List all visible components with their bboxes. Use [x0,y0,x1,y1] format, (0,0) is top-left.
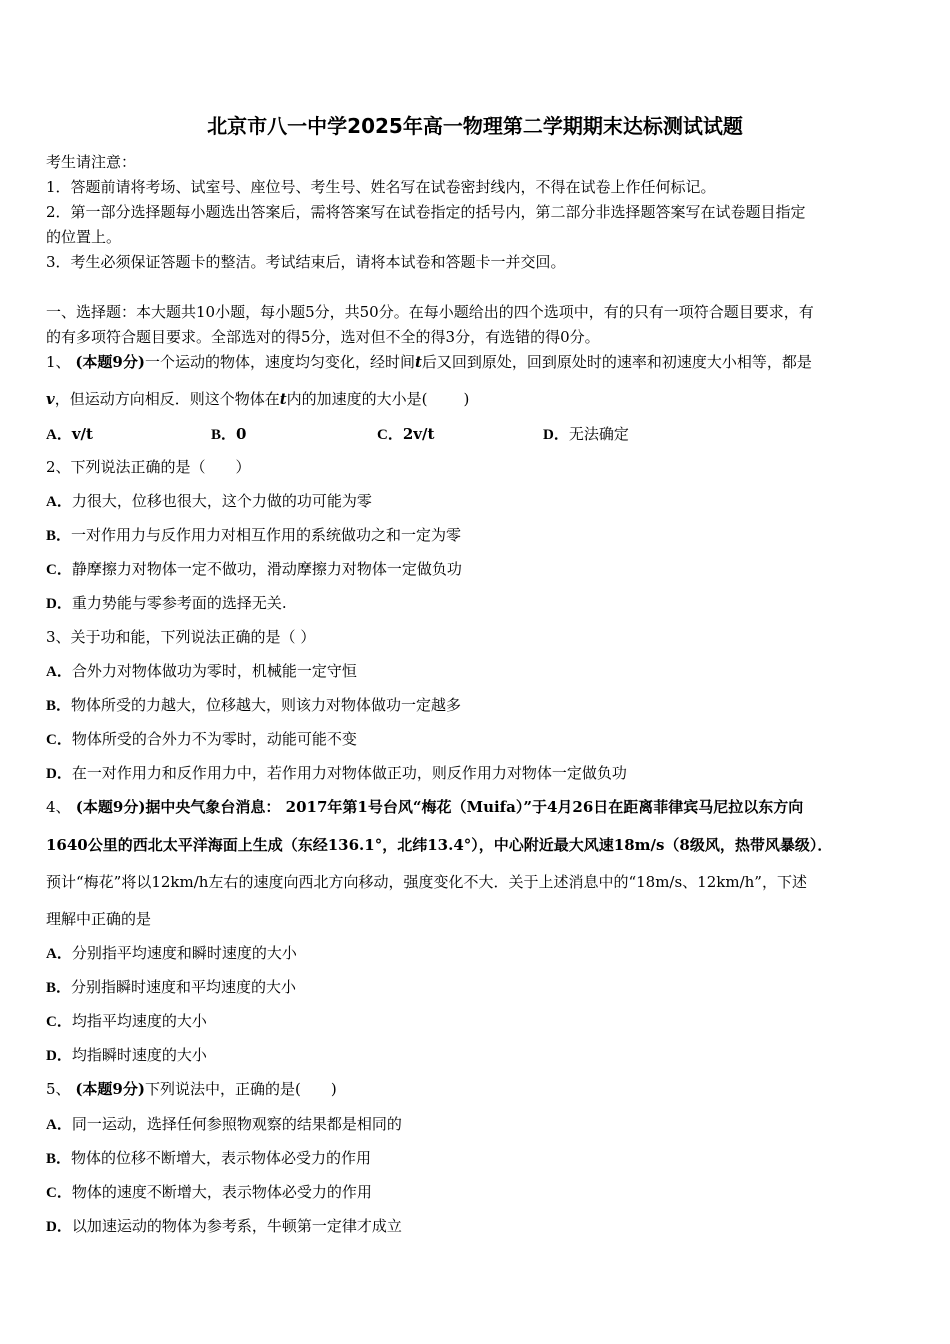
q4-line1 [46,797,803,817]
q4-stem-line1: 据中央气象台消息： 2017年第1号台风“梅花（Muifa）”于4月26日在距离菲律宾马尼拉以东方向 [145,798,804,816]
q2-option-c [46,559,462,580]
q1-stem-part5: ) [463,390,470,408]
q1-score-tag: (本题9分) [75,353,145,371]
q5-number: 5、 [46,1080,71,1098]
q1-line2 [46,389,469,409]
notice-item-2: 2．第一部分选择题每小题选出答案后，需将答案写在试卷指定的括号内，第二部分非选择题答案写在试卷题目指定 [46,203,806,221]
q4-option-c-text: 均指平均速度的大小 [71,1012,207,1030]
q3-option-a [46,661,357,682]
notice-item-1: 1．答题前请将考场、试室号、座位号、考生号、姓名写在试卷密封线内，不得在试卷上作任何标记。 [46,178,716,196]
q3-option-c [46,729,357,750]
q5-stem [46,1079,337,1099]
q5-option-d [46,1216,402,1237]
q3-stem: 3、关于功和能，下列说法正确的是（ ） [46,628,316,646]
q5-score-tag: (本题9分) [75,1080,145,1098]
notice-item-2-cont: 的位置上。 [46,228,122,246]
q2-option-a [46,491,372,512]
q3-option-d-label: D． [46,766,72,782]
q3-option-d [46,763,627,784]
q3-option-b [46,695,461,716]
q1-stem-part4: 内的加速度的大小是( [286,390,428,408]
section-header-line1: 一、选择题：本大题共10小题，每小题5分，共50分。在每小题给出的四个选项中，有的只有一项符合题目要求，有 [46,303,814,321]
q4-option-b-label: B． [46,980,72,996]
q1-line1 [46,352,812,372]
q1-option-d-text: 无法确定 [568,425,629,443]
q4-option-a [46,943,297,964]
q1-option-a-text: v/t [71,425,93,443]
q1-option-a [46,424,93,445]
q5-option-a [46,1114,402,1135]
q1-option-d [543,424,629,445]
q2-option-b-label: B． [46,528,72,544]
q3-option-a-text: 合外力对物体做功为零时，机械能一定守恒 [71,662,357,680]
q4-score-tag: (本题9分) [75,798,146,816]
q2-option-c-text: 静摩擦力对物体一定不做功，滑动摩擦力对物体一定做负功 [71,560,462,578]
q2-stem: 2、下列说法正确的是（ ） [46,458,251,476]
q4-option-b [46,977,296,998]
q3-option-a-label: A． [46,664,72,680]
q4-number: 4、 [46,798,71,816]
q4-option-c-label: C． [46,1014,72,1030]
q3-option-b-text: 物体所受的力越大，位移越大，则该力对物体做功一定越多 [71,696,462,714]
page-title: 北京市八一中学2025年高一物理第二学期期末达标测试试题 [207,114,743,138]
q4-option-b-text: 分别指瞬时速度和平均速度的大小 [71,978,297,996]
notice-item-3: 3．考生必须保证答题卡的整洁。考试结束后，请将本试卷和答题卡一并交回。 [46,253,566,271]
q4-option-c [46,1011,207,1032]
q2-option-c-label: C． [46,562,72,578]
q5-option-c [46,1182,372,1203]
q1-option-b-text: 0 [236,425,247,443]
q1-var-t: t [414,353,422,371]
q1-option-a-label: A． [46,427,72,443]
q5-option-d-label: D． [46,1219,72,1235]
q1-stem-part3: ，但运动方向相反．则这个物体在 [54,390,280,408]
q5-option-a-text: 同一运动，选择任何参照物观察的结果都是相同的 [71,1115,402,1133]
q4-option-a-label: A． [46,946,72,962]
q5-option-b-text: 物体的位移不断增大，表示物体必受力的作用 [71,1149,372,1167]
q2-option-a-text: 力很大，位移也很大，这个力做的功可能为零 [71,492,372,510]
q2-option-d-text: 重力势能与零参考面的选择无关. [71,594,287,612]
q2-option-b [46,525,461,546]
q5-option-c-text: 物体的速度不断增大，表示物体必受力的作用 [71,1183,372,1201]
q1-var-t2: t [279,390,287,408]
q2-option-d-label: D． [46,596,72,612]
q5-option-d-text: 以加速运动的物体为参考系，牛顿第一定律才成立 [71,1217,402,1235]
q4-stem-line2: 1640公里的西北太平洋海面上生成（东经136.1°，北纬13.4°），中心附近最大风速18m/s（8级风，热带风暴级）． [46,836,833,854]
notice-heading: 考生请注意： [46,153,137,171]
q5-stem-text: 下列说法中，正确的是( ) [144,1080,337,1098]
q4-option-d [46,1045,207,1066]
q3-option-d-text: 在一对作用力和反作用力中，若作用力对物体做正功，则反作用力对物体一定做负功 [71,764,627,782]
q1-option-b [211,424,246,445]
q1-option-c-label: C． [377,427,403,443]
q2-option-d [46,593,287,614]
section-header-line2: 的有多项符合题目要求。全部选对的得5分，选对但不全的得3分，有选错的得0分。 [46,328,600,346]
q1-stem-part2: 后又回到原处，回到原处时的速率和初速度大小相等，都是 [421,353,812,371]
q3-option-c-text: 物体所受的合外力不为零时，动能可能不变 [71,730,357,748]
q4-option-d-text: 均指瞬时速度的大小 [71,1046,207,1064]
q1-option-c [377,424,434,445]
q1-option-c-text: 2v/t [402,425,435,443]
q1-option-d-label: D． [543,427,569,443]
q1-number: 1、 [46,353,71,371]
q4-option-a-text: 分别指平均速度和瞬时速度的大小 [71,944,297,962]
q1-var-v: v [46,390,55,408]
q3-option-b-label: B． [46,698,72,714]
q5-option-a-label: A． [46,1117,72,1133]
q3-option-c-label: C． [46,732,72,748]
q1-option-b-label: B． [211,427,237,443]
q2-option-a-label: A． [46,494,72,510]
q5-option-b-label: B． [46,1151,72,1167]
q4-option-d-label: D． [46,1048,72,1064]
q5-option-c-label: C． [46,1185,72,1201]
q5-option-b [46,1148,371,1169]
q4-stem-line3: 预计“梅花”将以12km/h左右的速度向西北方向移动，强度变化不大．关于上述消息中的“18m/s、12km/h”，下述 [46,873,807,891]
q2-option-b-text: 一对作用力与反作用力对相互作用的系统做功之和一定为零 [71,526,462,544]
q1-stem-part1: 一个运动的物体，速度均匀变化，经时间 [144,353,415,371]
q4-stem-line4: 理解中正确的是 [46,910,152,928]
